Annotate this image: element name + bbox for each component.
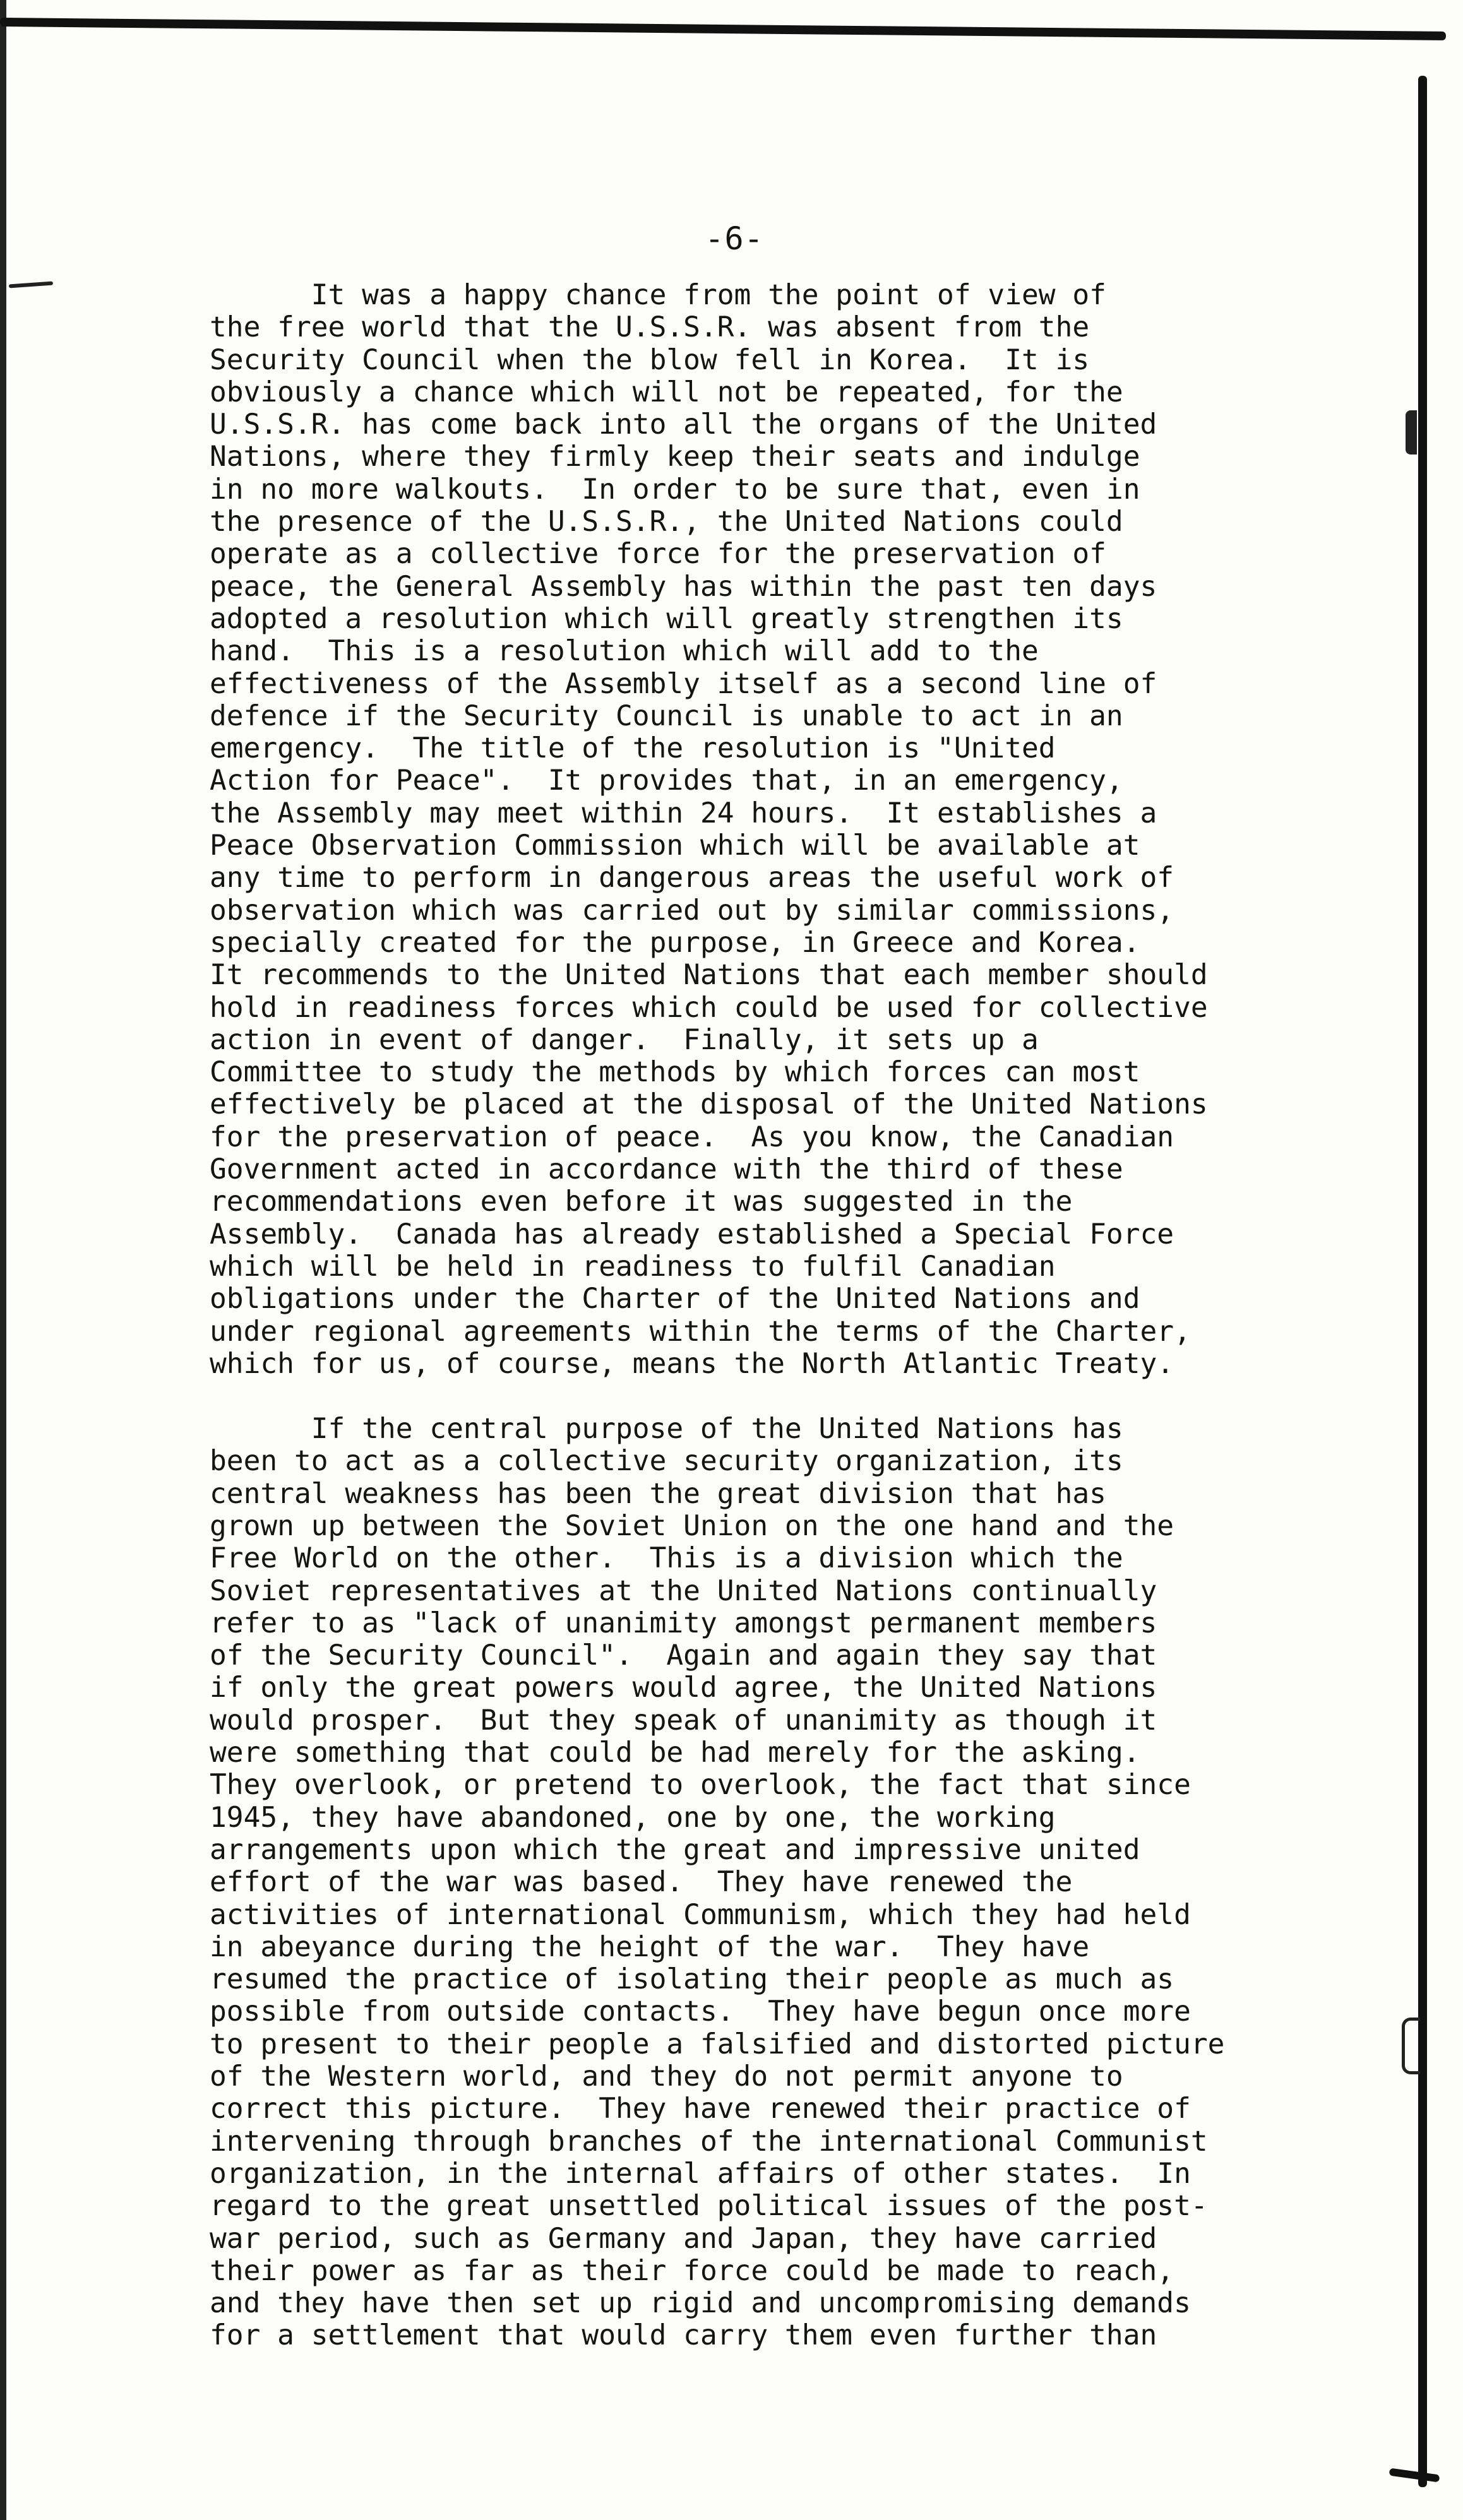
text-line: organization, in the internal affairs of other states. In bbox=[210, 2157, 1191, 2190]
text-line: Committee to study the methods by which forces can most bbox=[210, 1056, 1140, 1089]
text-line: arrangements upon which the great and impressive united bbox=[210, 1833, 1140, 1866]
text-line: any time to perform in dangerous areas the useful work of bbox=[210, 862, 1174, 894]
binder-clip-mark bbox=[1406, 410, 1417, 455]
text-line: adopted a resolution which will greatly strengthen its bbox=[210, 602, 1123, 635]
text-line: specially created for the purpose, in Greece and Korea. bbox=[210, 926, 1140, 959]
body-text bbox=[210, 279, 1403, 2352]
text-line: hold in readiness forces which could be used for collective bbox=[210, 991, 1208, 1024]
text-line: effectiveness of the Assembly itself as a second line of bbox=[210, 667, 1157, 700]
text-line: U.S.S.R. has come back into all the organs of the United bbox=[210, 408, 1157, 441]
text-line: effort of the war was based. They have renewed the bbox=[210, 1866, 1073, 1899]
text-line: obligations under the Charter of the United Nations and bbox=[210, 1283, 1140, 1316]
text-line: for the preservation of peace. As you know, the Canadian bbox=[210, 1120, 1174, 1153]
paragraph bbox=[210, 1413, 1403, 2352]
text-line: in no more walkouts. In order to be sure that, even in bbox=[210, 473, 1140, 506]
scan-right-edge bbox=[1418, 76, 1427, 2487]
text-line: war period, such as Germany and Japan, they have carried bbox=[210, 2222, 1157, 2255]
text-line: central weakness has been the great division that has bbox=[210, 1477, 1106, 1510]
text-line: which will be held in readiness to fulfil Canadian bbox=[210, 1250, 1056, 1283]
scan-left-edge bbox=[0, 0, 6, 2520]
text-line: the free world that the U.S.S.R. was absent from the bbox=[210, 311, 1090, 344]
text-line: Government acted in accordance with the third of these bbox=[210, 1153, 1123, 1186]
text-line: for a settlement that would carry them even further than bbox=[210, 2319, 1157, 2352]
text-line: Security Council when the blow fell in Korea. It is bbox=[210, 343, 1090, 376]
paragraph-gap bbox=[210, 1380, 1403, 1413]
scan-top-edge bbox=[0, 18, 1446, 40]
scan-bottom-corner bbox=[1389, 2468, 1440, 2482]
text-line: Free World on the other. This is a division which the bbox=[210, 1542, 1123, 1575]
text-line: refer to as "lack of unanimity amongst permanent members bbox=[210, 1607, 1157, 1639]
text-line: action in event of danger. Finally, it sets up a bbox=[210, 1023, 1039, 1056]
text-line: Soviet representatives at the United Nations continually bbox=[210, 1574, 1157, 1607]
text-line: It recommends to the United Nations that each member should bbox=[210, 959, 1208, 992]
text-line: resumed the practice of isolating their people as much as bbox=[210, 1963, 1174, 1996]
text-line: the presence of the U.S.S.R., the United Nations could bbox=[210, 506, 1123, 538]
text-line: if only the great powers would agree, the United Nations bbox=[210, 1672, 1157, 1704]
text-line: 1945, they have abandoned, one by one, the working bbox=[210, 1801, 1056, 1834]
text-line: were something that could be had merely for the asking. bbox=[210, 1737, 1140, 1769]
text-line: regard to the great unsettled political issues of the post- bbox=[210, 2190, 1208, 2223]
text-line: the Assembly may meet within 24 hours. It establishes a bbox=[210, 797, 1157, 829]
margin-pen-mark bbox=[9, 282, 53, 288]
text-line: Action for Peace". It provides that, in an emergency, bbox=[210, 764, 1123, 797]
text-line: hand. This is a resolution which will add to the bbox=[210, 635, 1039, 668]
page-number: -6- bbox=[705, 220, 764, 257]
text-line: Peace Observation Commission which will be available at bbox=[210, 829, 1140, 862]
text-line: emergency. The title of the resolution is "United bbox=[210, 732, 1056, 765]
text-line: recommendations even before it was suggested in the bbox=[210, 1186, 1073, 1218]
text-line: intervening through branches of the international Communist bbox=[210, 2125, 1208, 2158]
text-line: been to act as a collective security organization, its bbox=[210, 1445, 1123, 1478]
text-line: defence if the Security Council is unable to act in an bbox=[210, 699, 1123, 732]
text-line: If the central purpose of the United Nations has bbox=[210, 1413, 1123, 1446]
text-line: under regional agreements within the terms of the Charter, bbox=[210, 1315, 1191, 1348]
text-line: possible from outside contacts. They have begun once more bbox=[210, 1995, 1191, 2028]
text-line: would prosper. But they speak of unanimity as though it bbox=[210, 1704, 1157, 1737]
text-line: of the Security Council". Again and again they say that bbox=[210, 1639, 1157, 1672]
text-line: of the Western world, and they do not permit anyone to bbox=[210, 2060, 1123, 2093]
text-line: which for us, of course, means the North Atlantic Treaty. bbox=[210, 1347, 1174, 1380]
text-line: obviously a chance which will not be repeated, for the bbox=[210, 376, 1123, 408]
text-line: It was a happy chance from the point of view of bbox=[210, 279, 1106, 311]
text-line: correct this picture. They have renewed their practice of bbox=[210, 2093, 1191, 2125]
text-line: They overlook, or pretend to overlook, the fact that since bbox=[210, 1769, 1191, 1802]
text-line: in abeyance during the height of the war. They have bbox=[210, 1930, 1090, 1963]
text-line: activities of international Communism, which they had held bbox=[210, 1898, 1191, 1931]
text-line: to present to their people a falsified and distorted picture bbox=[210, 2028, 1225, 2060]
text-line: and they have then set up rigid and uncompromising demands bbox=[210, 2287, 1191, 2320]
paper-clip-mark bbox=[1402, 2018, 1420, 2074]
text-line: their power as far as their force could be made to reach, bbox=[210, 2254, 1174, 2287]
text-line: effectively be placed at the disposal of the United Nations bbox=[210, 1088, 1208, 1121]
text-line: grown up between the Soviet Union on the one hand and the bbox=[210, 1509, 1174, 1542]
text-line: operate as a collective force for the preservation of bbox=[210, 538, 1106, 571]
text-line: Nations, where they firmly keep their seats and indulge bbox=[210, 441, 1140, 473]
text-line: Assembly. Canada has already established a Special Force bbox=[210, 1218, 1174, 1251]
paragraph bbox=[210, 279, 1403, 1380]
text-line: peace, the General Assembly has within the past ten days bbox=[210, 570, 1157, 603]
text-line: observation which was carried out by similar commissions, bbox=[210, 894, 1174, 927]
